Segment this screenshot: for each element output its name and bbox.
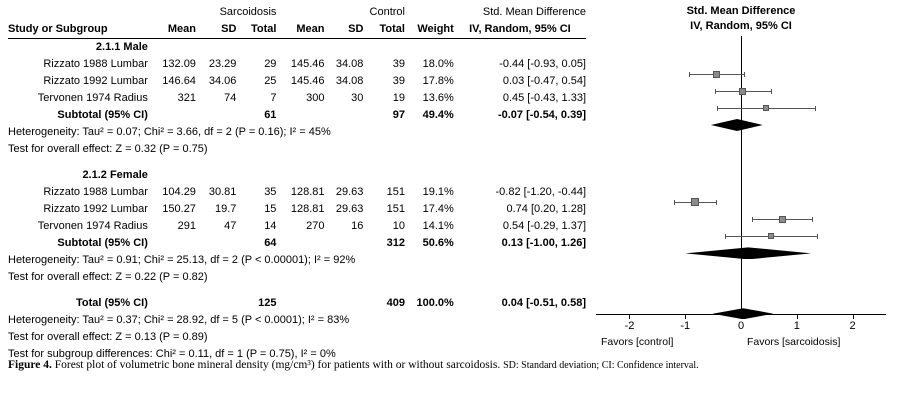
blank [276, 295, 324, 312]
total-1: 7 [270, 92, 277, 104]
sd-1: 34.06 [208, 75, 237, 87]
figure-caption-text: Forest plot of volumetric bone mineral density (mg/cm³) for patients with or without sarcoidosis. [51, 359, 504, 371]
heterogeneity-row-total [8, 312, 586, 329]
overall-effect-row-male [8, 141, 586, 158]
sd-1: 30.81 [208, 186, 237, 198]
x-tick-label: 2 [849, 320, 856, 332]
subtotal-diamond [711, 119, 763, 131]
subtotal-label: Subtotal (95% CI) [57, 109, 148, 121]
table-row [8, 218, 586, 235]
ci-cap [715, 89, 716, 94]
col-sd-1: SD [196, 21, 236, 39]
figure-label: Figure 4. [8, 359, 52, 371]
effect-size-marker [691, 198, 699, 206]
ci-cap [716, 200, 717, 205]
total-1: 29 [264, 58, 277, 70]
blank [196, 295, 236, 312]
ci-cap [725, 234, 726, 239]
graph-canvas [590, 36, 892, 348]
group-header-effect: Std. Mean Difference [482, 6, 586, 18]
ci-cap [674, 200, 675, 205]
weight: 17.8% [422, 75, 454, 87]
ci-cap [771, 89, 772, 94]
figure-abbreviations: SD: Standard deviation; CI: Confidence interval. [503, 360, 699, 371]
graph-title: Std. Mean Difference [686, 5, 796, 17]
table-group-header-row [8, 4, 586, 21]
heterogeneity-row-female [8, 252, 586, 269]
subtotal-row-female [8, 235, 586, 252]
table-column-header-row [8, 21, 586, 39]
heterogeneity-row-male [8, 124, 586, 141]
mean-2: 145.46 [290, 58, 325, 70]
blank [325, 295, 364, 312]
weight: 17.4% [422, 203, 454, 215]
ci-cap [817, 234, 818, 239]
effect-size-marker [768, 233, 774, 239]
table-row [8, 56, 586, 73]
blank [325, 107, 364, 124]
table-row [8, 90, 586, 107]
favors-sarcoidosis-label: Favors [sarcoidosis] [747, 336, 841, 348]
mean-1: 146.64 [162, 75, 196, 87]
mean-2: 300 [306, 92, 325, 104]
subgroup-label: 2.1.1 Male [95, 41, 148, 53]
weight: 14.1% [422, 220, 454, 232]
heterogeneity-text: Heterogeneity: Tau² = 0.37; Chi² = 28.92, df = 5 (P < 0.0001); I² = 83% [8, 314, 350, 326]
ci-cap [815, 106, 816, 111]
sd-1: 23.29 [208, 58, 237, 70]
sd-1: 19.7 [214, 203, 237, 215]
blank [276, 107, 324, 124]
study-name: Rizzato 1988 Lumbar [43, 186, 148, 198]
x-tick [629, 314, 630, 319]
effect-size-marker [763, 105, 769, 111]
ci-cap [689, 72, 690, 77]
ci-cap [744, 72, 745, 77]
total-2: 10 [392, 220, 405, 232]
effect-size-marker [739, 88, 746, 95]
total-1: 15 [264, 203, 277, 215]
sd-2: 34.08 [335, 75, 364, 87]
sd-1: 74 [224, 92, 237, 104]
sd-2: 29.63 [335, 203, 364, 215]
overall-effect-text: Test for overall effect: Z = 0.32 (P = 0.75) [8, 143, 208, 155]
total-2: 151 [386, 186, 405, 198]
sd-2: 30 [351, 92, 364, 104]
col-weight: Weight [405, 21, 454, 39]
total-weight: 100.0% [416, 297, 454, 309]
col-effect-sub: IV, Random, 95% CI [454, 21, 586, 39]
effect-ci: 0.03 [-0.47, 0.54] [502, 75, 586, 87]
effect-size-marker [713, 71, 720, 78]
subtotal-diamond [685, 247, 811, 259]
favors-control-label: Favors [control] [601, 336, 674, 348]
subtotal-total-1: 64 [264, 237, 277, 249]
total-effect: 0.04 [-0.51, 0.58] [501, 297, 586, 309]
col-total-2: Total [363, 21, 405, 39]
col-sd-2: SD [325, 21, 364, 39]
heterogeneity-text: Heterogeneity: Tau² = 0.07; Chi² = 3.66, df = 2 (P = 0.16); I² = 45% [8, 126, 331, 138]
graph-subtitle: IV, Random, 95% CI [690, 20, 792, 32]
table-row [8, 73, 586, 90]
total-2: 19 [392, 92, 405, 104]
group-header-sarcoidosis: Sarcoidosis [219, 6, 277, 18]
ci-cap [752, 217, 753, 222]
weight: 18.0% [422, 58, 454, 70]
subtotal-total-2: 97 [392, 109, 405, 121]
x-tick [797, 314, 798, 319]
effect-ci: 0.74 [0.20, 1.28] [506, 203, 586, 215]
effect-ci: -0.44 [-0.93, 0.05] [499, 58, 586, 70]
blank [148, 107, 196, 124]
subgroup-header-male [8, 39, 586, 57]
blank [8, 158, 586, 167]
subgroup-blank [148, 167, 586, 184]
heterogeneity-text: Heterogeneity: Tau² = 0.91; Chi² = 25.13, df = 2 (P < 0.00001); I² = 92% [8, 254, 356, 266]
row-spacer [8, 158, 586, 167]
subtotal-row-male [8, 107, 586, 124]
forest-table [8, 4, 586, 363]
x-tick-label: 0 [737, 320, 745, 332]
table-row [8, 184, 586, 201]
subgroup-header-female [8, 167, 586, 184]
subtotal-effect: 0.13 [-1.00, 1.26] [501, 237, 586, 249]
mean-1: 291 [177, 220, 196, 232]
subtotal-total-2: 312 [386, 237, 405, 249]
total-1: 14 [264, 220, 277, 232]
overall-effect-text: Test for overall effect: Z = 0.13 (P = 0.89) [8, 331, 208, 343]
mean-1: 104.29 [162, 186, 196, 198]
total-label: Total (95% CI) [75, 297, 148, 309]
blank [196, 235, 236, 252]
subgroup-differences-text: Test for subgroup differences: Chi² = 0.11, df = 1 (P = 0.75), I² = 0% [8, 348, 336, 360]
zero-reference-line [741, 36, 742, 314]
blank [8, 286, 586, 295]
effect-ci: 0.45 [-0.43, 1.33] [502, 92, 586, 104]
x-tick [685, 314, 686, 319]
mean-2: 270 [306, 220, 325, 232]
total-2: 151 [386, 203, 405, 215]
spacer-cell-weight [405, 4, 454, 21]
col-mean-1: Mean [148, 21, 196, 39]
total-2: 39 [392, 75, 405, 87]
total-total-1: 125 [258, 297, 277, 309]
blank [148, 235, 196, 252]
col-mean-2: Mean [276, 21, 324, 39]
sd-2: 29.63 [335, 186, 364, 198]
x-tick-label: -2 [624, 320, 635, 332]
spacer-cell [8, 4, 148, 21]
x-tick-label: -1 [680, 320, 691, 332]
subgroup-blank [148, 39, 586, 57]
total-row [8, 295, 586, 312]
subgroup-label: 2.1.2 Female [82, 169, 148, 181]
study-name: Rizzato 1992 Lumbar [43, 203, 148, 215]
study-name: Tervonen 1974 Radius [37, 92, 148, 104]
total-diamond [713, 308, 774, 319]
blank [196, 107, 236, 124]
sd-2: 34.08 [335, 58, 364, 70]
mean-1: 150.27 [162, 203, 196, 215]
subtotal-total-1: 61 [264, 109, 277, 121]
ci-cap [812, 217, 813, 222]
blank [325, 235, 364, 252]
forest-graph [590, 4, 892, 348]
effect-size-marker [779, 216, 786, 223]
mean-1: 321 [177, 92, 196, 104]
row-spacer [8, 286, 586, 295]
total-total-2: 409 [386, 297, 405, 309]
overall-effect-text: Test for overall effect: Z = 0.22 (P = 0.82) [8, 271, 208, 283]
subtotal-weight: 49.4% [422, 109, 454, 121]
study-name: Rizzato 1988 Lumbar [43, 58, 148, 70]
study-name: Rizzato 1992 Lumbar [43, 75, 148, 87]
mean-2: 128.81 [290, 203, 325, 215]
x-tick [853, 314, 854, 319]
x-tick-label: 1 [793, 320, 800, 332]
ci-cap [717, 106, 718, 111]
total-1: 25 [264, 75, 277, 87]
group-header-control: Control [369, 6, 405, 18]
col-total-1: Total [236, 21, 276, 39]
blank [276, 235, 324, 252]
weight: 13.6% [422, 92, 454, 104]
subtotal-label: Subtotal (95% CI) [57, 237, 148, 249]
total-2: 39 [392, 58, 405, 70]
overall-effect-row-total [8, 329, 586, 346]
subtotal-weight: 50.6% [422, 237, 454, 249]
col-study: Study or Subgroup [8, 21, 148, 39]
mean-1: 132.09 [162, 58, 196, 70]
study-name: Tervonen 1974 Radius [37, 220, 148, 232]
overall-effect-row-female [8, 269, 586, 286]
sd-1: 47 [224, 220, 237, 232]
weight: 19.1% [422, 186, 454, 198]
total-1: 35 [264, 186, 277, 198]
mean-2: 128.81 [290, 186, 325, 198]
effect-ci: -0.82 [-1.20, -0.44] [495, 186, 586, 198]
sd-2: 16 [351, 220, 364, 232]
mean-2: 145.46 [290, 75, 325, 87]
subtotal-effect: -0.07 [-0.54, 0.39] [497, 109, 586, 121]
table-row [8, 201, 586, 218]
blank [148, 295, 196, 312]
figure-caption [8, 358, 892, 373]
effect-ci: 0.54 [-0.29, 1.37] [502, 220, 586, 232]
